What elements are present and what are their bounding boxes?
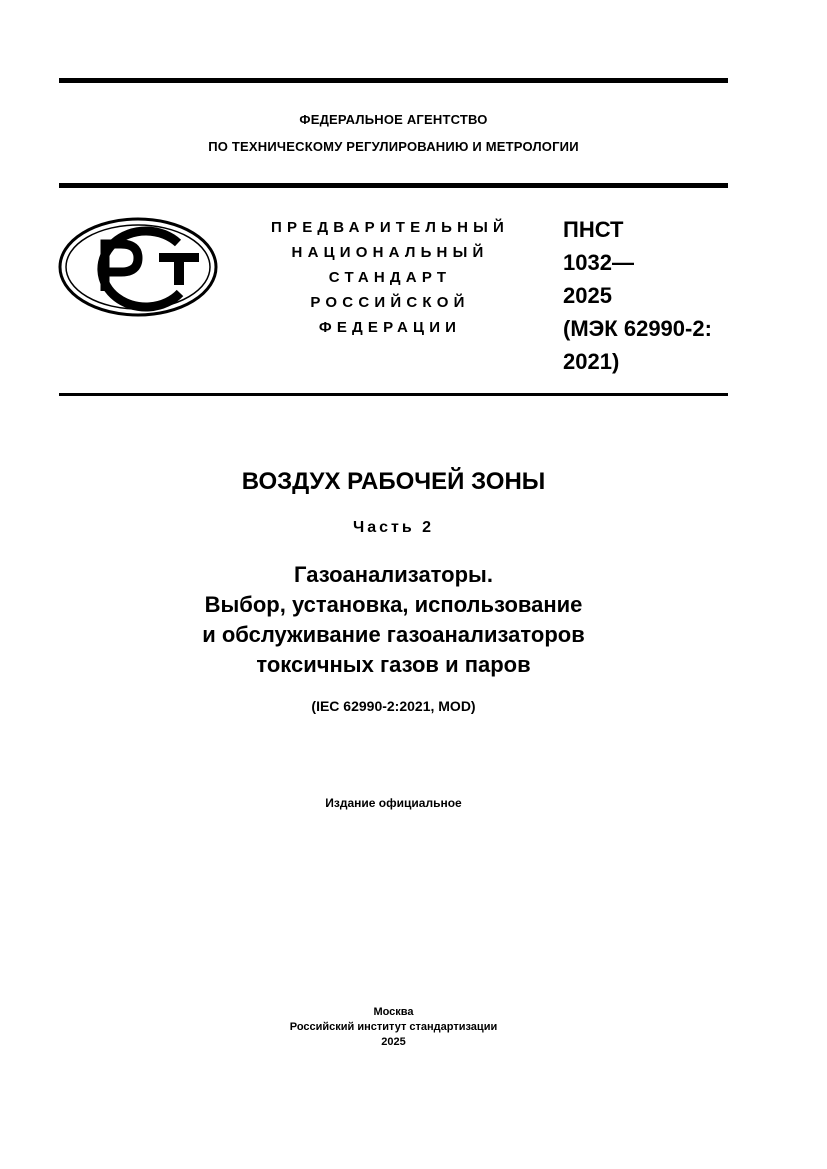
publisher-city: Москва bbox=[373, 1006, 414, 1018]
gost-r-emblem-icon bbox=[58, 217, 218, 317]
subtitle-line-2: Выбор, установка, использование bbox=[204, 592, 583, 617]
designation-line-5: 2021) bbox=[563, 349, 620, 374]
standard-type-line-3: СТАНДАРТ bbox=[328, 269, 452, 286]
designation-line-2: 1032— bbox=[563, 250, 634, 275]
publisher-year: 2025 bbox=[381, 1036, 406, 1048]
middle-rule bbox=[59, 183, 728, 188]
subtitle-line-3: и обслуживание газоанализаторов bbox=[202, 622, 585, 647]
document-subtitle bbox=[59, 560, 728, 680]
document-title: ВОЗДУХ РАБОЧЕЙ ЗОНЫ bbox=[241, 468, 546, 495]
designation-line-3: 2025 bbox=[563, 283, 612, 308]
subtitle-line-1: Газоанализаторы. bbox=[294, 562, 493, 587]
publisher-name: Российский институт стандартизации bbox=[289, 1021, 498, 1033]
publisher-block bbox=[59, 1005, 728, 1050]
standard-type-line-4: РОССИЙСКОЙ bbox=[310, 294, 470, 311]
bottom-rule bbox=[59, 393, 728, 396]
agency-line-1: ФЕДЕРАЛЬНОЕ АГЕНТСТВО bbox=[299, 112, 488, 127]
subtitle-line-4: токсичных газов и паров bbox=[256, 652, 531, 677]
standard-type-line-1: ПРЕДВАРИТЕЛЬНЫЙ bbox=[271, 219, 509, 236]
iec-reference: (IEC 62990-2:2021, MOD) bbox=[311, 698, 476, 714]
edition-note: Издание официальное bbox=[325, 796, 462, 810]
standard-designation bbox=[563, 213, 733, 378]
standard-type-line-2: НАЦИОНАЛЬНЫЙ bbox=[291, 244, 489, 261]
document-part: Часть 2 bbox=[352, 519, 435, 536]
designation-line-1: ПНСТ bbox=[563, 217, 624, 242]
agency-line-2: ПО ТЕХНИЧЕСКОМУ РЕГУЛИРОВАНИЮ И МЕТРОЛОГИИ bbox=[208, 139, 579, 154]
standard-type-line-5: ФЕДЕРАЦИИ bbox=[318, 319, 462, 336]
designation-line-4: (МЭК 62990-2: bbox=[563, 316, 712, 341]
top-rule bbox=[59, 78, 728, 83]
